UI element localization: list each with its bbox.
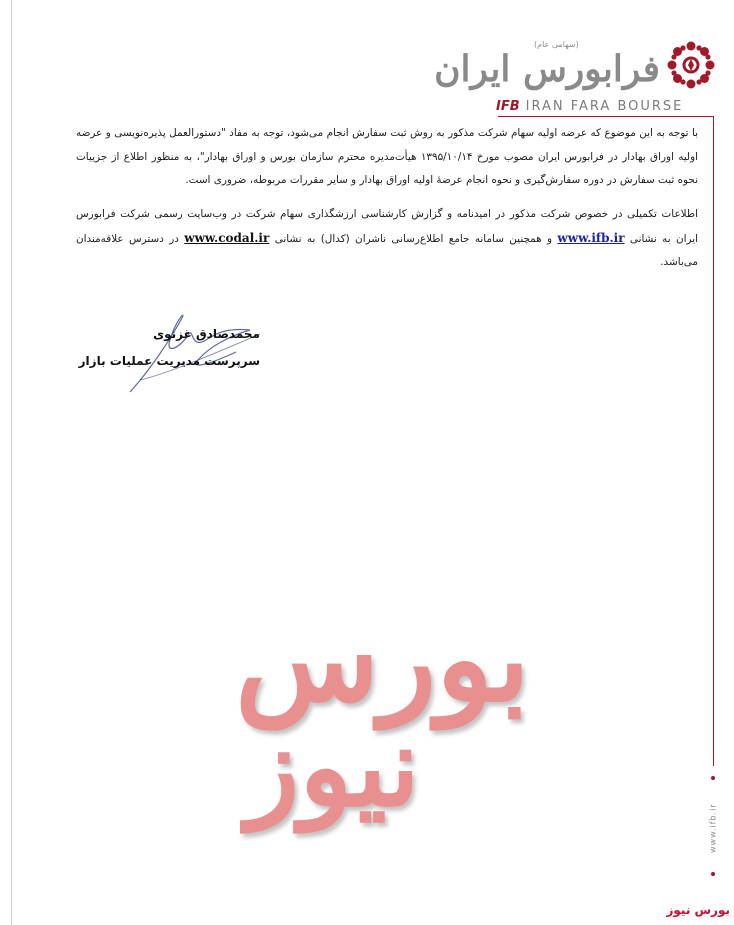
logo-wordmark-fa: فرابورس ایران <box>434 48 660 90</box>
watermark-line-2: نیوز <box>246 702 420 831</box>
body-paragraph-1 <box>76 122 698 193</box>
ifb-emblem-icon <box>666 40 716 90</box>
side-dot <box>711 872 715 876</box>
footer-brand: بورس نیوز <box>666 903 730 917</box>
ifb-website-link[interactable]: www.ifb.ir <box>557 230 625 245</box>
body-paragraph-2 <box>76 203 698 275</box>
bourse-news-watermark <box>170 570 550 860</box>
signatory-title: سرپرست مدیریت عملیات بازار <box>78 354 260 368</box>
logo-ifb-mark: IFB <box>496 98 520 114</box>
paragraph-2-part-1: اطلاعات تکمیلی در خصوص شرکت مذکور در امیدنامه و گزارش کارشناسی ارزشگذاری سهام شرکت در وب‌سایت رسمی شرکت فرابورس ایران به نشانی <box>76 208 699 245</box>
paragraph-2-text <box>76 203 698 275</box>
logo-wordmark-en: IRAN FARA BOURSE <box>525 98 684 114</box>
header-divider <box>498 116 714 117</box>
paragraph-2-part-3: در دسترس علاقه‌مندان می‌باشد. <box>76 232 698 268</box>
side-divider <box>713 116 714 766</box>
logo-tagline: (سهامی عام) <box>534 40 579 49</box>
logo-english-bar <box>496 98 718 114</box>
watermark-line-1: بورس <box>235 589 530 728</box>
codal-website-link[interactable]: www.codal.ir <box>184 230 270 245</box>
page-edge-line <box>11 0 12 925</box>
ifb-logo <box>434 38 718 114</box>
paragraph-2-part-2: و همچنین سامانه جامع اطلاع‌رسانی ناشران (کدال) به نشانی <box>274 232 553 245</box>
signatory-name: محمدصادق غزنوی <box>153 327 260 341</box>
side-dot <box>711 776 715 780</box>
side-url: www.ifb.ir <box>708 803 718 853</box>
paragraph-1-text: با توجه به این موضوع که عرضه اولیه سهام شرکت مذکور به روش ثبت سفارش انجام می‌شود، توجه به مفاد "دستورالعمل پذیره‌نویسی و عرضه اولیه اوراق بهادار در فرابورس ایران مصوب مورخ ۱۳۹۵/۱۰/۱۴ هیأت‌مدیره محترم سازمان بورس و اوراق بهادار"، به منظور اطلاع از جزییات نحوه ثبت سفارش در دوره سفارش‌گیری و نحوه انجام عرضهٔ اولیه اوراق بهادار و سایر مقررات مربوطه، ضروری است. <box>76 127 698 186</box>
